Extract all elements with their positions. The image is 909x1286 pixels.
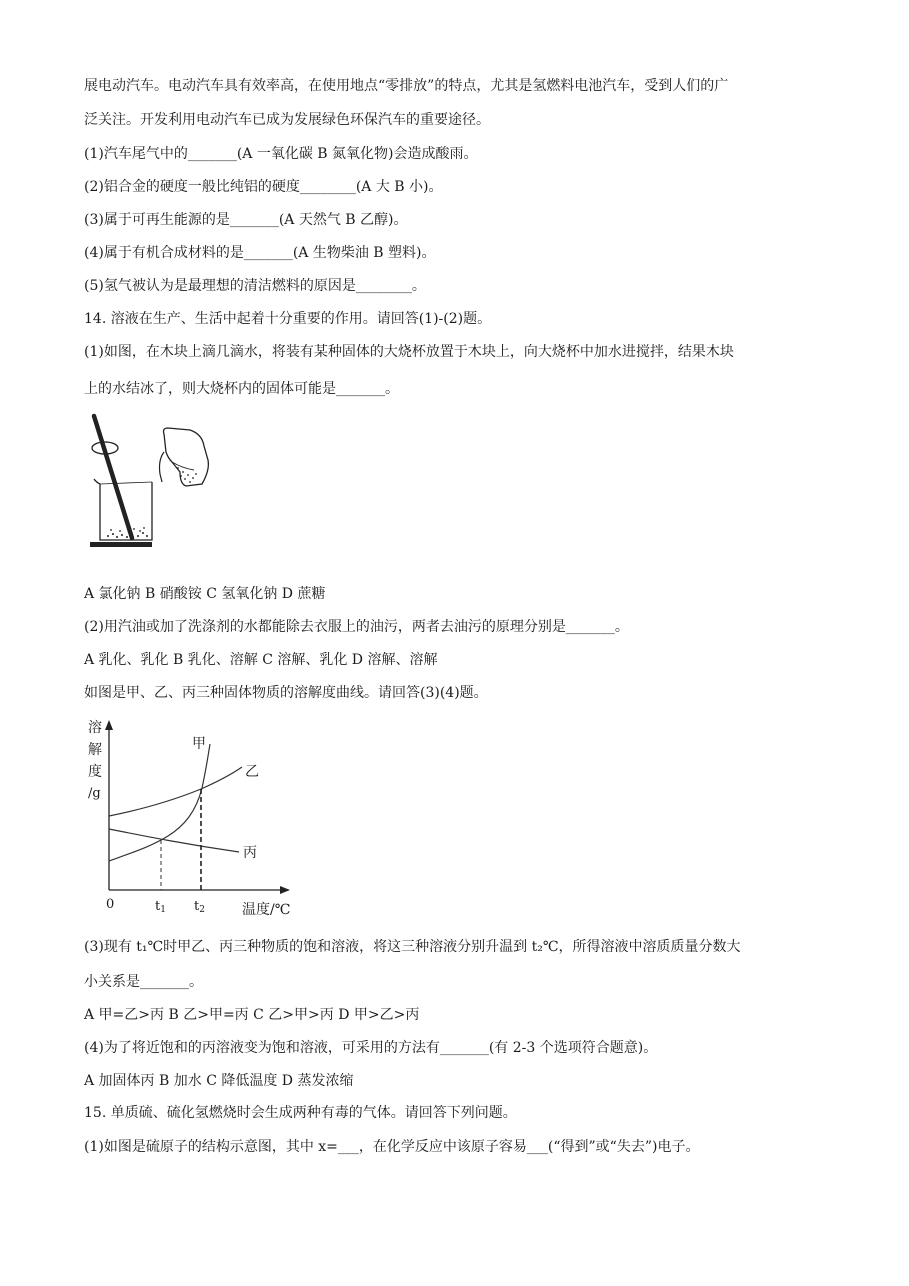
series-label-bing: 丙 xyxy=(243,845,257,861)
tick-label-t1: t1 xyxy=(155,899,166,915)
series-label-jia: 甲 xyxy=(192,736,206,752)
y-axis-label-char: 度 xyxy=(88,764,102,780)
series-curve-yi xyxy=(109,767,242,816)
text-line: 小关系是_______。 xyxy=(84,974,203,990)
chart-intro: 如图是甲、乙、丙三种固体物质的溶解度曲线。请回答(3)(4)题。 xyxy=(84,685,488,701)
solubility-curve-chart xyxy=(84,714,314,926)
question-13-3: (3)属于可再生能源的是_______(A 天然气 B 乙醇)。 xyxy=(84,212,408,228)
question-14-3: (3)现有 t₁℃时甲乙、丙三种物质的饱和溶液，将这三种溶液分别升温到 t₂℃，所得溶液中溶质质量分数大 xyxy=(84,939,741,955)
pouring-cup xyxy=(160,428,209,486)
text-line: 展电动汽车。电动汽车具有效率高，在使用地点“零排放”的特点，尤其是氢燃料电池汽车，受到人们的广 xyxy=(84,78,729,94)
options-14-4: A 加固体丙 B 加水 C 降低温度 D 蒸发浓缩 xyxy=(84,1073,354,1089)
question-14-1: (1)如图，在木块上滴几滴水，将装有某种固体的大烧杯放置于木块上，向大烧杯中加水进搅拌，结果木块 xyxy=(84,344,734,360)
y-axis-label-char: /g xyxy=(88,786,101,801)
origin-label: 0 xyxy=(106,897,115,912)
tick-label-t2: t2 xyxy=(194,899,205,915)
y-axis xyxy=(105,720,113,890)
options-14-3: A 甲=乙>丙 B 乙>甲=丙 C 乙>甲>丙 D 甲>乙>丙 xyxy=(84,1007,420,1023)
y-axis-label-char: 解 xyxy=(88,742,102,758)
text-line: 上的水结冰了，则大烧杯内的固体可能是_______。 xyxy=(84,381,399,397)
question-15-1: (1)如图是硫原子的结构示意图，其中 x=___，在化学反应中该原子容易___(“得到”或“失去”)电子。 xyxy=(84,1139,700,1155)
y-axis-label-char: 溶 xyxy=(88,720,102,736)
question-13-5: (5)氢气被认为是最理想的清洁燃料的原因是________。 xyxy=(84,278,426,294)
wooden-block xyxy=(90,542,152,547)
options-14-2: A 乳化、乳化 B 乳化、溶解 C 溶解、乳化 D 溶解、溶解 xyxy=(84,652,438,668)
question-13-4: (4)属于有机合成材料的是_______(A 生物柴油 B 塑料)。 xyxy=(84,245,436,261)
question-14-4: (4)为了将近饱和的丙溶液变为饱和溶液，可采用的方法有_______(有 2-3 个选项符合题意)。 xyxy=(84,1040,658,1056)
question-13-1: (1)汽车尾气中的_______(A 一氧化碳 B 氮氧化物)会造成酸雨。 xyxy=(84,146,478,162)
options-14-1: A 氯化钠 B 硝酸铵 C 氢氧化钠 D 蔗糖 xyxy=(84,586,326,602)
question-15-heading: 15. 单质硫、硫化氢燃烧时会生成两种有毒的气体。请回答下列问题。 xyxy=(84,1105,517,1121)
x-axis xyxy=(109,886,290,894)
x-axis-label: 温度/℃ xyxy=(242,902,291,918)
question-14-2: (2)用汽油或加了洗涤剂的水都能除去衣服上的油污，两者去油污的原理分别是_______。 xyxy=(84,619,629,635)
question-13-2: (2)铝合金的硬度一般比纯铝的硬度________(A 大 B 小)。 xyxy=(84,179,443,195)
series-curve-jia xyxy=(109,744,210,861)
text-line: 泛关注。开发利用电动汽车已成为发展绿色环保汽车的重要途径。 xyxy=(84,112,490,128)
beaker-experiment-figure xyxy=(86,412,216,552)
series-label-yi: 乙 xyxy=(245,764,259,780)
question-14-heading: 14. 溶液在生产、生活中起着十分重要的作用。请回答(1)-(2)题。 xyxy=(84,311,492,327)
